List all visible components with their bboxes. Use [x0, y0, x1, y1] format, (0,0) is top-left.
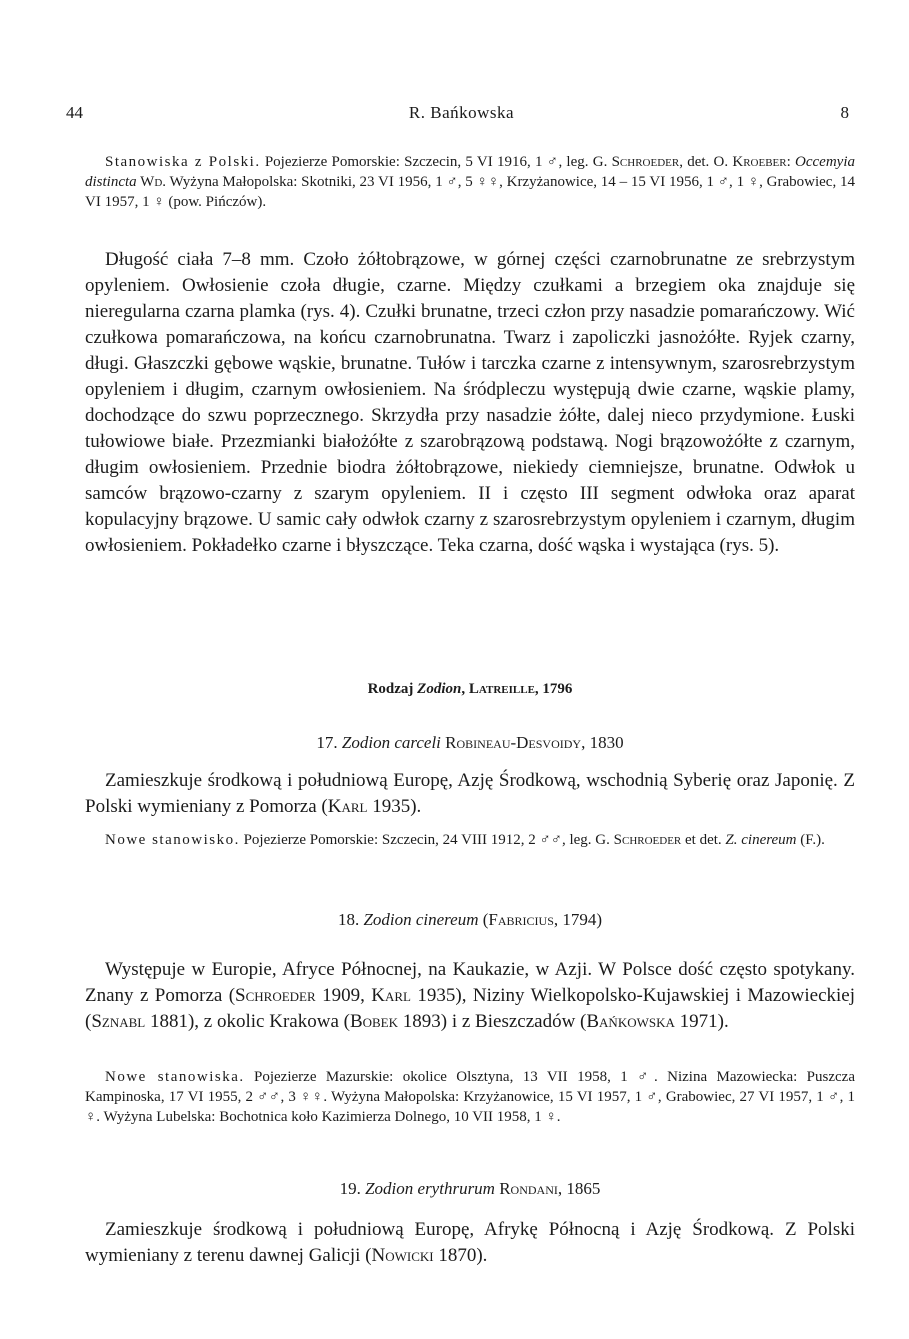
- locality-record-intro: [85, 152, 855, 212]
- locality-text: Pojezierze Mazurskie: okolice Olsztyna, 13 VII 1958, 1 ♂. Nizina Mazowiecka: Puszcza Kampinoska, 17 VI 1955, 2 ♂♂, 3 ♀♀. Wyżyna Małopolska: Krzyżanowice, 15 VI 1957, 1 ♂, Grabowiec, 27 VI 1957, 1 ♂, 1 ♀. Wyżyna Lubelska: Bochotnica koło Kazimierza Dolnego, 10 VII 1958, 1 ♀.: [85, 1069, 855, 1125]
- species-name: Z. cinereum: [725, 832, 797, 848]
- genus-author: , Latreille, 1796: [461, 681, 573, 697]
- species-17-new-locality: [85, 830, 855, 850]
- citation-author: Schroeder: [235, 985, 316, 1006]
- distribution-text: 1935).: [367, 796, 422, 817]
- locality-lead: Nowe stanowisko.: [105, 832, 240, 848]
- genus-heading: [85, 681, 855, 698]
- distribution-text: 1909,: [315, 985, 372, 1006]
- species-number: 17.: [316, 733, 342, 752]
- locality-text: (F.).: [796, 832, 825, 848]
- species-17-heading: [85, 733, 855, 753]
- distribution-text: 1870).: [433, 1245, 488, 1266]
- genus-lead: Rodzaj: [367, 681, 418, 697]
- locality-lead: Stanowiska z Polski.: [105, 154, 261, 170]
- collector-name: Schroeder: [611, 154, 680, 170]
- citation-author: Bobek: [349, 1011, 399, 1032]
- species-19-heading: [85, 1179, 855, 1199]
- citation-author: Nowicki: [371, 1245, 434, 1266]
- issue-number: 8: [840, 103, 849, 122]
- species-18-new-localities: [85, 1067, 855, 1127]
- running-author: R. Bańkowska: [408, 103, 515, 122]
- species-18-distribution: [85, 957, 855, 1035]
- species-author-year: , 1794): [553, 910, 603, 929]
- species-name: Occemyia distincta: [85, 154, 855, 190]
- running-header: [66, 103, 857, 127]
- citation-author: Bańkowska: [586, 1011, 675, 1032]
- author-abbrev: Wd.: [136, 174, 167, 190]
- species-name: Zodion cinereum: [363, 910, 479, 929]
- species-author: Rondani, 1865: [494, 1179, 601, 1198]
- species-number: 19.: [339, 1179, 366, 1198]
- species-number: 18.: [337, 910, 364, 929]
- determiner-name: Kroeber: [732, 154, 787, 170]
- species-19-distribution: [85, 1217, 855, 1269]
- species-author: Robineau-Desvoidy, 1830: [440, 733, 624, 752]
- page-number: 44: [66, 103, 83, 122]
- species-name: Zodion erythrurum: [365, 1179, 495, 1198]
- citation-author: Sznabl: [91, 1011, 146, 1032]
- distribution-text: 1971).: [674, 1011, 729, 1032]
- distribution-text: 1881), z okolic Krakowa (: [145, 1011, 350, 1032]
- species-author: Fabricius: [488, 910, 554, 929]
- locality-text: et det.: [681, 832, 726, 848]
- distribution-text: 1893) i z Bieszczadów (: [398, 1011, 587, 1032]
- species-18-heading: [85, 910, 855, 930]
- collector-name: Schroeder: [613, 832, 682, 848]
- locality-text: Pojezierze Pomorskie: Szczecin, 24 VIII 1912, 2 ♂♂, leg. G.: [239, 832, 614, 848]
- species-name: Zodion carceli: [341, 733, 441, 752]
- citation-author: Karl: [371, 985, 411, 1006]
- distribution-text: 1935), Niziny Wielkopolsko-Kujawskiej i Mazowieckiej (: [85, 985, 856, 1032]
- locality-text: Wyżyna Małopolska: Skotniki, 23 VI 1956, 1 ♂, 5 ♀♀, Krzyżanowice, 14 – 15 VI 1956, 1 ♂, 1 ♀, Grabowiec, 14 VI 1957, 1 ♀ (pow. Pińczów).: [85, 174, 855, 210]
- locality-text: , det. O.: [679, 154, 733, 170]
- species-description: Długość ciała 7–8 mm. Czoło żółtobrązowe, w górnej części czarnobrunatne ze srebrzystym opyleniem. Owłosienie czoła długie, czarne. Między czułkami a brzegiem oka znajduje się nieregularna czarna plamka (rys. 4). Czułki brunatne, trzeci człon przy nasadzie pomarańczowy. Wić czułkowa pomarańczowa, na końcu czarnobrunatna. Twarz i zapoliczki jasnożółte. Ryjek czarny, długi. Głaszczki gębowe wąskie, brunatne. Tułów i tarczka czarne z intensywnym, szarosrebrzystym opyleniem i długim, czarnym owłosieniem. Na śródpleczu występują dwie czarne, wąskie plamy, dochodzące do szwu poprzecznego. Skrzydła przy nasadzie żółte, dalej nieco przydymione. Łuski tułowiowe białe. Przezmianki białożółte z szarobrązową podstawą. Nogi brązowożółte z czarnym, długim owłosieniem. Przednie biodra żółtobrązowe, niekiedy ciemniejsze, brunatne. Odwłok u samców brązowo-czarny z szarym opyleniem. II i często III segment odwłoka oraz aparat kopulacyjny brązowe. U samic cały odwłok czarny z szarosrebrzystym opyleniem i czarnym, długim owłosieniem. Pokładełko czarne i błyszczące. Teka czarna, dość wąska i wystająca (rys. 5).: [85, 249, 855, 556]
- species-author-paren: (: [478, 910, 489, 929]
- species-17-distribution: [85, 768, 855, 820]
- locality-text: Pojezierze Pomorskie: Szczecin, 5 VI 1916, 1 ♂, leg. G.: [260, 154, 612, 170]
- distribution-text: Zamieszkuje środkową i południową Europę, Afrykę Północną i Azję Środkową. Z Polski wymieniany z terenu dawnej Galicji (: [85, 1219, 855, 1266]
- genus-name: Zodion: [417, 681, 462, 697]
- distribution-text: Występuje w Europie, Afryce Północnej, na Kaukazie, w Azji. W Polsce dość często spotykany. Znany z Pomorza (: [85, 959, 855, 1006]
- citation-author: Karl: [327, 796, 368, 817]
- locality-text: :: [786, 154, 796, 170]
- distribution-text: Zamieszkuje środkową i południową Europę, Azję Środkową, wschodnią Syberię oraz Japonię. Z Polski wymieniany z Pomorza (: [85, 770, 855, 817]
- locality-lead: Nowe stanowiska.: [105, 1069, 245, 1085]
